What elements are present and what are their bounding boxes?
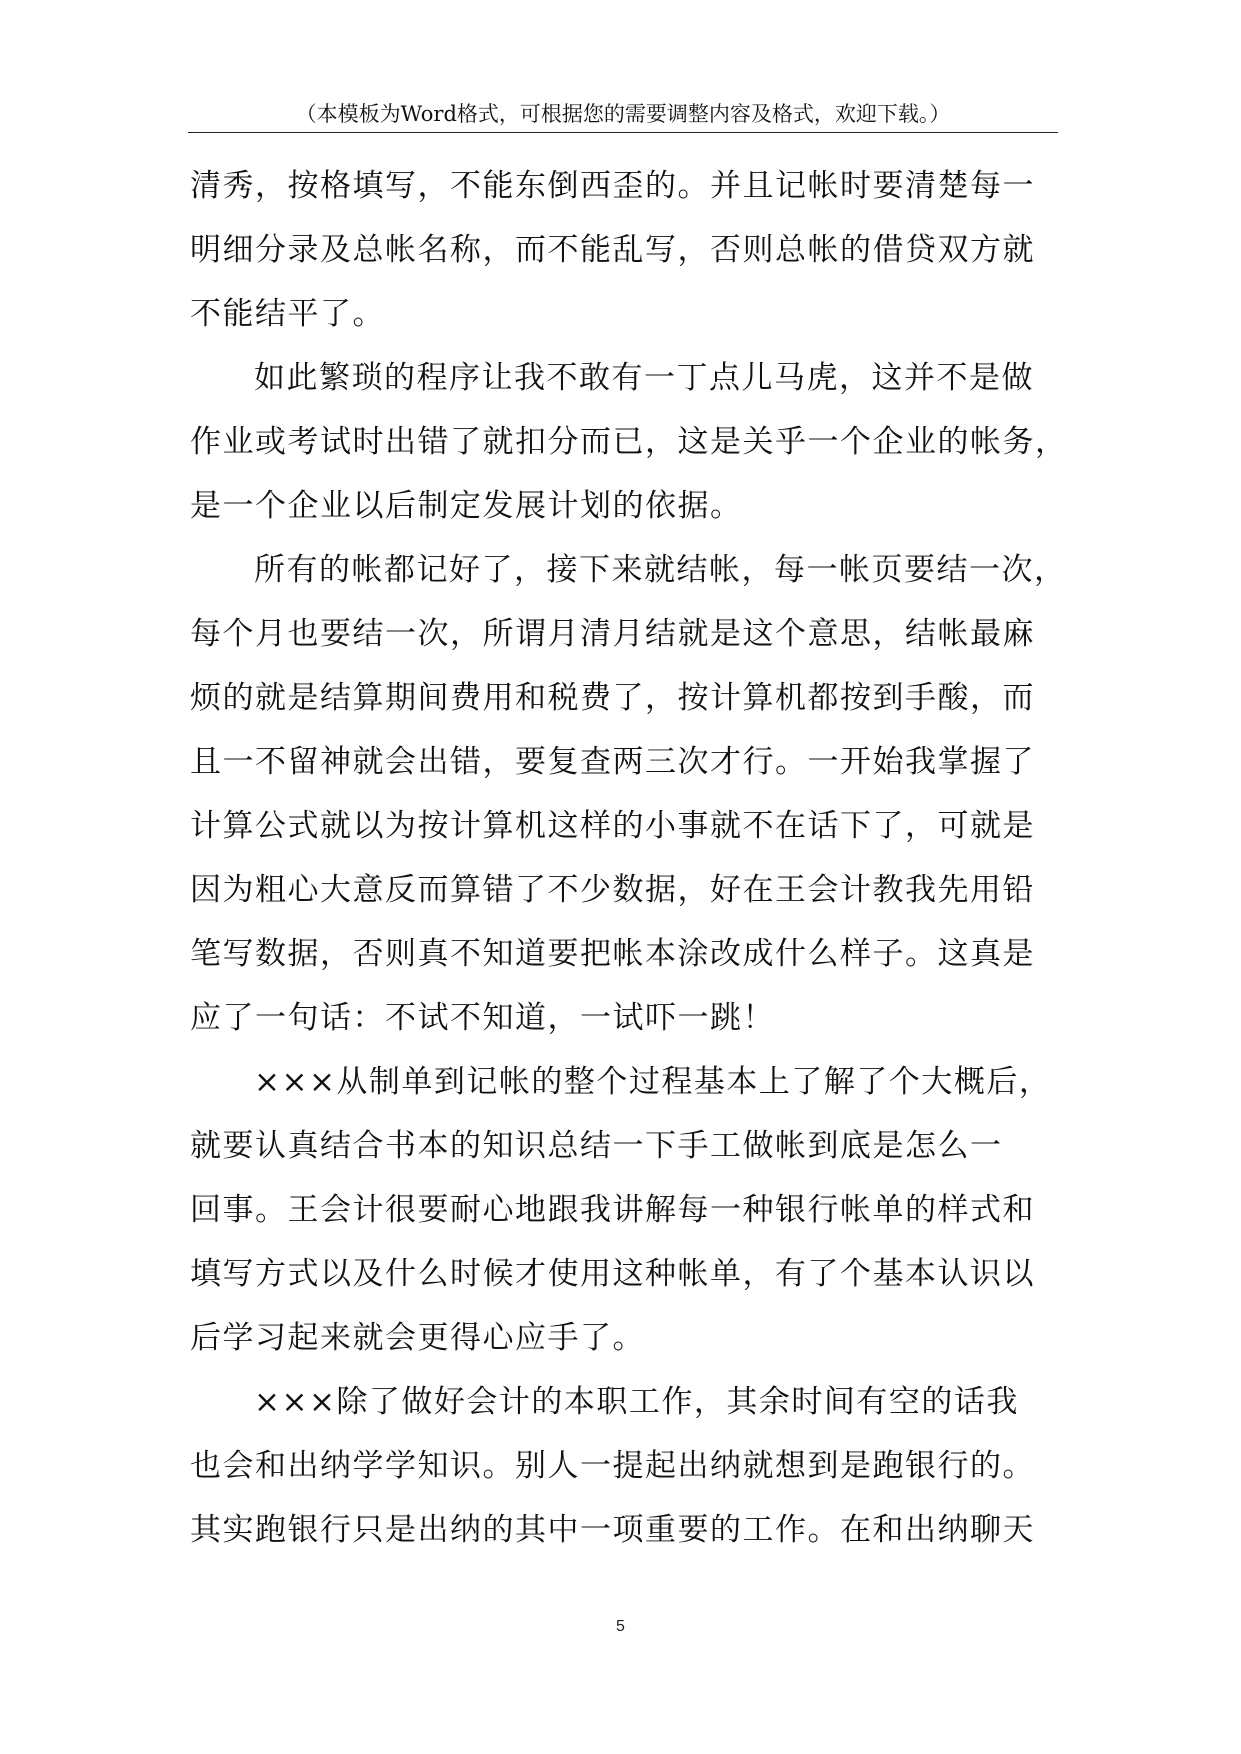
paragraph-first-line: 如此繁琐的程序让我不敢有一丁点儿马虎，这并不是做	[254, 360, 1034, 396]
header-divider	[188, 132, 1058, 133]
text-line: 笔写数据，否则真不知道要把帐本涂改成什么样子。这真是	[190, 936, 1035, 972]
text-line: 清秀，按格填写，不能东倒西歪的。并且记帐时要清楚每一	[190, 168, 1035, 204]
text-line: 烦的就是结算期间费用和税费了，按计算机都按到手酸，而	[190, 680, 1035, 716]
text-line: 因为粗心大意反而算错了不少数据，好在王会计教我先用铅	[190, 872, 1035, 908]
text-line: 回事。王会计很要耐心地跟我讲解每一种银行帐单的样式和	[190, 1192, 1035, 1228]
text-line: 填写方式以及什么时候才使用这种帐单，有了个基本认识以	[190, 1256, 1035, 1292]
paragraph-first-line: 所有的帐都记好了，接下来就结帐，每一帐页要结一次，	[254, 552, 1067, 588]
document-body	[190, 154, 1068, 1562]
text-line: 计算公式就以为按计算机这样的小事就不在话下了，可就是	[190, 808, 1035, 844]
paragraph-first-line: ×××从制单到记帐的整个过程基本上了解了个大概后，	[254, 1064, 1052, 1100]
text-line: 后学习起来就会更得心应手了。	[190, 1320, 645, 1356]
text-line: 就要认真结合书本的知识总结一下手工做帐到底是怎么一	[190, 1128, 1003, 1164]
text-line: 不能结平了。	[190, 296, 385, 332]
text-line: 也会和出纳学学知识。别人一提起出纳就想到是跑银行的。	[190, 1448, 1035, 1484]
text-line: 是一个企业以后制定发展计划的依据。	[190, 488, 743, 524]
text-line: 且一不留神就会出错，要复查两三次才行。一开始我掌握了	[190, 744, 1035, 780]
text-line: 明细分录及总帐名称，而不能乱写，否则总帐的借贷双方就	[190, 232, 1035, 268]
text-line: 每个月也要结一次，所谓月清月结就是这个意思，结帐最麻	[190, 616, 1035, 652]
text-line: 作业或考试时出错了就扣分而已，这是关乎一个企业的帐务，	[190, 424, 1068, 460]
paragraph-first-line: ×××除了做好会计的本职工作，其余时间有空的话我	[254, 1384, 1019, 1420]
page-number: 5	[616, 1618, 625, 1635]
text-line: 其实跑银行只是出纳的其中一项重要的工作。在和出纳聊天	[190, 1512, 1035, 1548]
template-note-header: （本模板为Word格式，可根据您的需要调整内容及格式，欢迎下载。）	[295, 102, 951, 126]
text-line: 应了一句话：不试不知道，一试吓一跳！	[190, 1000, 775, 1036]
